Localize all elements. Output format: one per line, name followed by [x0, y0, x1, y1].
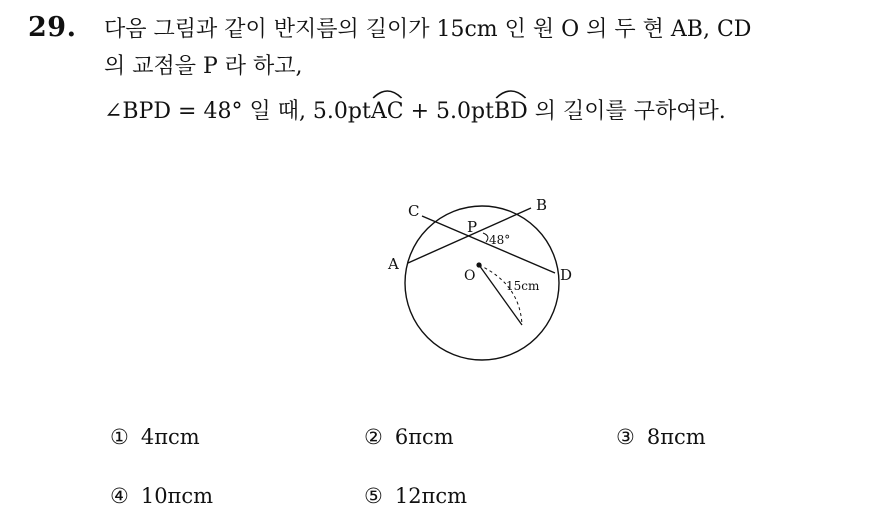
- circle-figure: [380, 188, 590, 368]
- line3-suffix: 의 길이를 구하여라.: [527, 99, 726, 124]
- choice-3-mark: ③: [616, 425, 635, 449]
- choice-2[interactable]: [364, 425, 454, 449]
- choice-5-text: 12πcm: [394, 484, 468, 508]
- label-a: A: [388, 255, 399, 273]
- label-d: D: [560, 266, 573, 284]
- line3-prefix: ∠BPD = 48° 일 때, 5.0pt: [104, 99, 371, 124]
- radius-segment: [479, 265, 522, 325]
- choice-1-text: 4πcm: [140, 425, 200, 449]
- choice-2-mark: ②: [364, 425, 383, 449]
- label-o: O: [464, 268, 476, 284]
- arc-ac-label: AC: [370, 99, 404, 124]
- arc-bd-term: [494, 93, 528, 127]
- angle-bpd-arc: [483, 233, 488, 242]
- choice-5[interactable]: [364, 484, 467, 508]
- arc-bd-label: BD: [493, 99, 528, 124]
- label-angle: 48°: [489, 233, 511, 247]
- arc-ac-term: [371, 93, 404, 127]
- arc-ac-mark: [371, 85, 404, 99]
- question-number: 29.: [28, 12, 77, 43]
- question-text-line-3: [104, 93, 726, 127]
- choice-4-mark: ④: [110, 484, 129, 508]
- label-radius: 15cm: [506, 279, 540, 293]
- label-b: B: [536, 196, 548, 214]
- question-text-line-1: 다음 그림과 같이 반지름의 길이가 15cm 인 원 O 의 두 현 AB, CD: [104, 17, 752, 42]
- question-text-line-2: 의 교점을 P 라 하고,: [104, 54, 303, 79]
- line3-middle: + 5.0pt: [403, 99, 494, 124]
- label-c: C: [408, 202, 420, 220]
- choice-1[interactable]: [110, 425, 200, 449]
- label-p: P: [467, 218, 478, 236]
- choice-4-text: 10πcm: [140, 484, 214, 508]
- choice-5-mark: ⑤: [364, 484, 383, 508]
- choice-4[interactable]: [110, 484, 213, 508]
- choice-3[interactable]: [616, 425, 706, 449]
- choice-2-text: 6πcm: [394, 425, 454, 449]
- choice-3-text: 8πcm: [646, 425, 706, 449]
- choice-1-mark: ①: [110, 425, 129, 449]
- arc-bd-mark: [494, 85, 528, 99]
